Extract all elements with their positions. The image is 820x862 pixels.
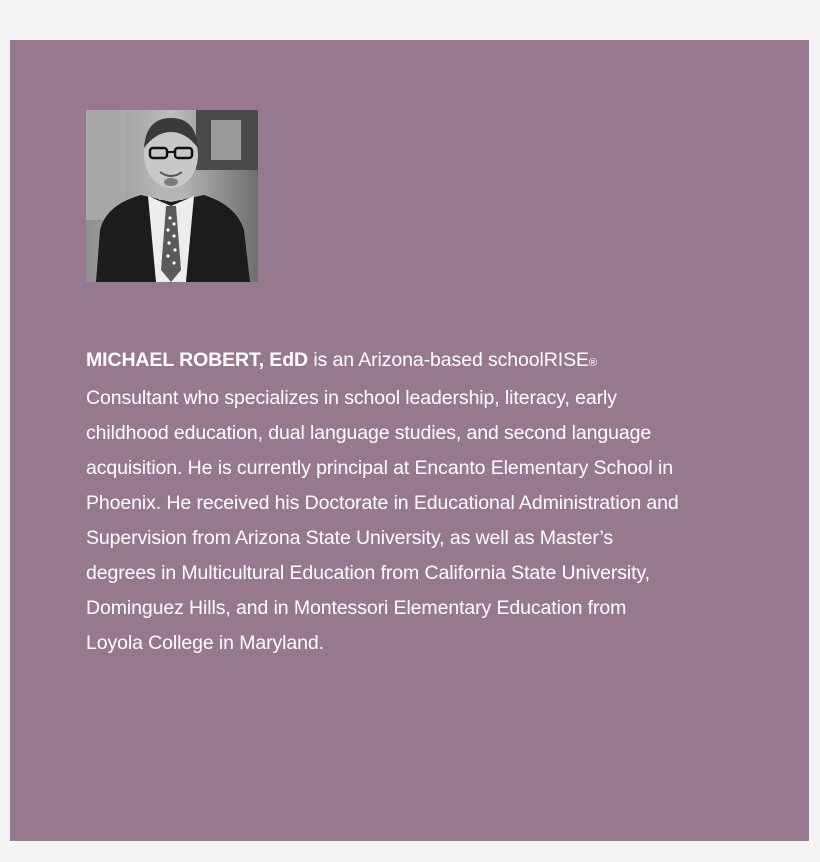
registered-mark: ®: [588, 356, 597, 369]
bio-card: [10, 40, 809, 841]
person-name: MICHAEL ROBERT, EdD: [86, 348, 308, 371]
bio-paragraph: [86, 343, 686, 661]
bio-text-rest: Consultant who specializes in school leadership, literacy, early childhood education, dual language studies, and second language acquisition. He is currently principal at Encanto Elementary School in Phoenix. He received his Doctorate in Educational Administration and Supervision from Arizona State University, as well as Master’s degrees in Multicultural Education from California State University, Dominguez Hills, and in Montessori Elementary Education from Loyola College in Maryland.: [86, 386, 679, 654]
portrait-photo: [86, 110, 258, 282]
portrait-image: [86, 110, 258, 282]
bio-text-lead: is an Arizona-based schoolRISE: [308, 348, 589, 371]
